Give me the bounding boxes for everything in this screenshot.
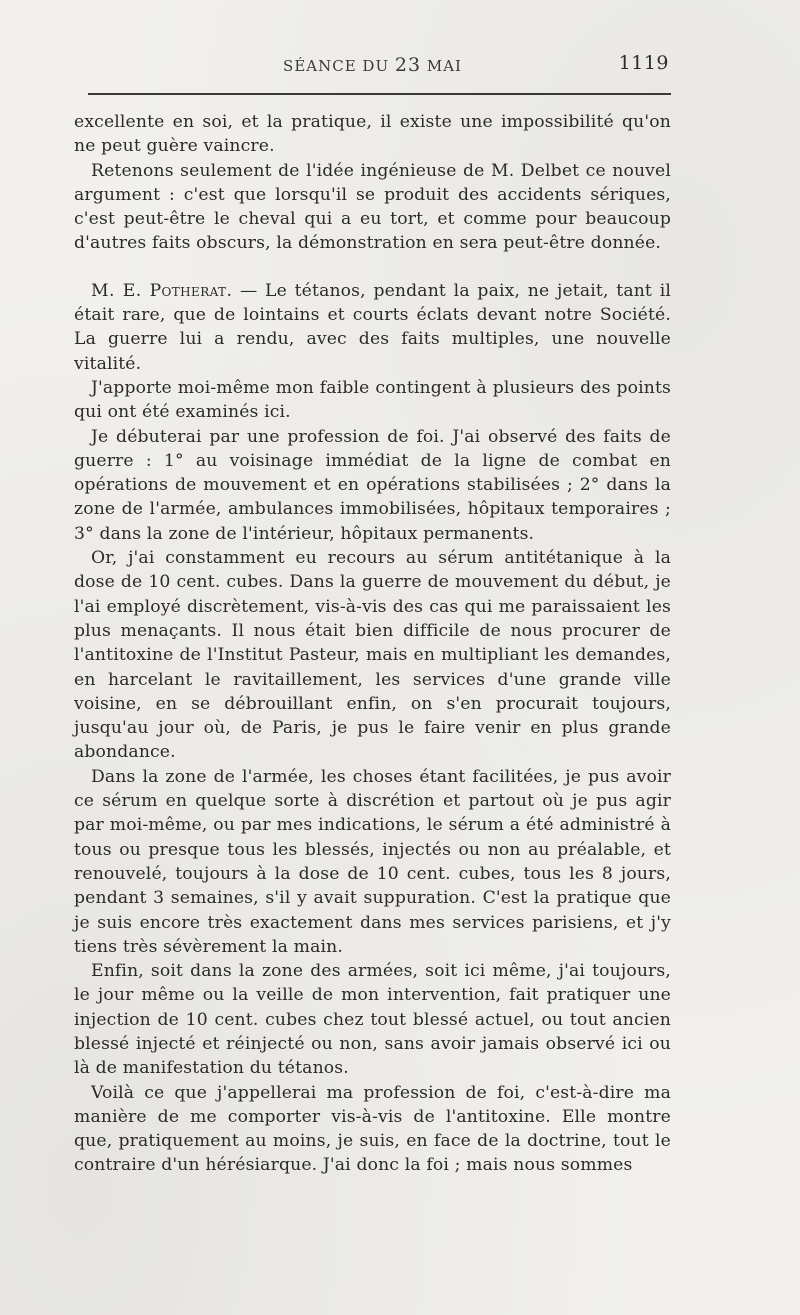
running-head [74,52,671,78]
paragraph-contingent: J'apporte moi-même mon faible contingent à plusieurs des points qui ont été examinés ici. [74,377,671,423]
running-title-prefix: SÉANCE DU [283,57,395,75]
paragraph-profession-de-foi: Je débuterai par une profession de foi. J'ai observé des faits de guerre : 1° au voisinage immédiat de la ligne de combat en opérations de mouvement et en opérations stabilisées ; 2° dans la zone de l'armée, ambulances immobilisées, hôpitaux temporaires ; 3° dans la zone de l'intérieur, hôpitaux permanents. [74,426,671,544]
paragraph-enfin: Enfin, soit dans la zone des armées, soit ici même, j'ai toujours, le jour même ou la veille de mon intervention, fait pratiquer une injection de 10 cent. cubes chez tout blessé actuel, ou tout ancien blessé injecté et réinjecté ou non, sans avoir jamais observé ici ou là de manifestation du tétanos. [74,961,671,1079]
running-title-suffix: MAI [421,57,462,75]
header-rule [88,93,671,95]
speaker-name: M. E. Potherat. [91,280,233,301]
paragraph-serum-dose: Or, j'ai constamment eu recours au sérum antitétanique à la dose de 10 cent. cubes. Dans la guerre de mouvement du début, je l'ai employé discrètement, vis-à-vis des cas qui me paraissaient les plus menaçants. Il nous était bien difficile de nous procurer de l'antitoxine de l'Institut Pasteur, mais en multipliant les demandes, en harcelant le ravitaillement, les services d'une grande ville voisine, en se débrouillant enfin, on s'en procurait toujours, jusqu'au jour où, de Paris, je pus le faire venir en plus grande abondance. [74,548,671,763]
page-number: 1119 [618,52,669,74]
paragraph-continuation: excellente en soi, et la pratique, il existe une impossibilité qu'on ne peut guère vaincre. [74,112,671,157]
paragraph-potherat-intro [74,279,671,376]
running-title-day: 23 [394,54,422,76]
running-title [74,54,671,76]
body-text [74,110,671,1178]
paragraph-zone-armee: Dans la zone de l'armée, les choses étant facilitées, je pus avoir ce sérum en quelque sorte à discrétion et partout où je pus agir par moi-même, ou par mes indications, le sérum a été administré à tous ou presque tous les blessés, injectés ou non au préalable, et renouvelé, toujours à la dose de 10 cent. cubes, tous les 8 jours, pendant 3 semaines, s'il y avait suppuration. C'est la pratique que je suis encore très exactement dans mes services parisiens, et j'y tiens très sévèrement la main. [74,766,671,957]
paragraph-delbet-argument: Retenons seulement de l'idée ingénieuse de M. Delbet ce nouvel argument : c'est que lorsqu'il se produit des accidents sériques, c'est peut-être le cheval qui a eu tort, et comme pour beaucoup d'autres faits obscurs, la démonstration en sera peut-être donnée. [74,160,671,254]
paragraph-voila: Voilà ce que j'appellerai ma profession de foi, c'est-à-dire ma manière de me comporter vis-à-vis de l'antitoxine. Elle montre que, pratiquement au moins, je suis, en face de la doctrine, tout le contraire d'un hérésiarque. J'ai donc la foi ; mais nous sommes [74,1082,671,1176]
potherat-intro-text: — Le tétanos, pendant la paix, ne jetait, tant il était rare, que de lointains et courts éclats devant notre Société. La guerre lui a rendu, avec des faits multiples, une nouvelle vitalité. [74,280,671,374]
